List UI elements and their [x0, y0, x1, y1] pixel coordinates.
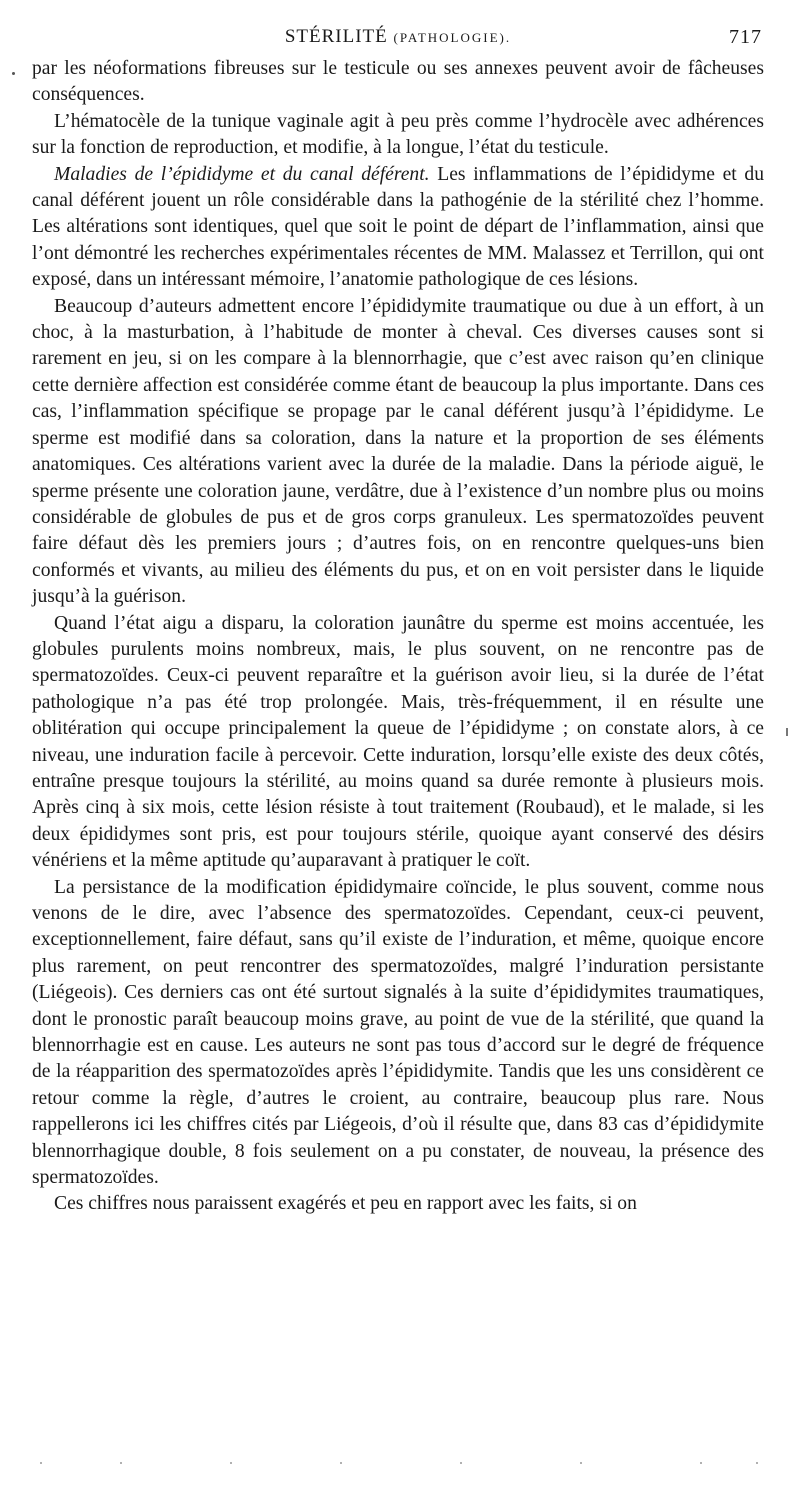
speck	[230, 1462, 232, 1464]
speck	[700, 1462, 702, 1464]
paragraph-text: Ces chiffres nous paraissent exagérés et peu en rapport avec les faits, si on	[54, 1193, 637, 1215]
paragraph-text: Les inflammations de l’épididyme et du canal déférent jouent un rôle considérable dans la pathogénie de la stérilité chez l’homme. Les altérations sont identiques, quel que soit le point de départ de l’inflammation, ainsi que l’ont démontré les recherches expérimentales récentes de MM. Malassez et Terrillon, qui ont exposé, dans un intéressant mémoire, l’anatomie pathologique de ces lésions.	[32, 163, 764, 291]
margin-speck-right	[786, 728, 788, 736]
paragraph-text: Beaucoup d’auteurs admettent encore l’épididymite traumatique ou due à un effort, à un choc, à la masturbation, à l’habitude de monter à cheval. Ces diverses causes sont si rarement en jeu, si on les compare à la blennorrhagie, que c’est avec raison qu’en clinique cette dernière affection est considérée comme étant de beaucoup la plus importante. Dans ces cas, l’inflammation spécifique se propage par le canal déférent jusqu’à l’épididyme. Le sperme est modifié dans sa coloration, dans la nature et la proportion de ses éléments anatomiques. Ces altérations varient avec la durée de la maladie. Dans la période aiguë, le sperme présente une coloration jaune, verdâtre, due à l’existence d’un nombre plus ou moins considérable de globules de pus et de gros corps granuleux. Les spermatozoïdes peuvent faire défaut dès les premiers jours ; d’autres fois, on en rencontre quelques-uns bien conformés et vivants, au milieu des éléments du pus, et on en voit persister dans le liquide jusqu’à la guérison.	[32, 295, 764, 608]
paragraph-2	[32, 109, 764, 162]
bottom-specks	[40, 1462, 760, 1466]
speck	[756, 1462, 758, 1464]
body-text	[32, 56, 764, 1218]
paragraph-3	[32, 162, 764, 294]
paragraph-text: Quand l’état aigu a disparu, la coloration jaunâtre du sperme est moins accentuée, les globules purulents moins nombreux, mais, le plus souvent, on ne rencontre pas de spermatozoïdes. Ceux-ci peuvent reparaître et la guérison avoir lieu, si la durée de l’état pathologique n’a pas été trop prolongée. Mais, très-fréquemment, il en résulte une oblitération qui occupe principalement la queue de l’épididyme ; on constate alors, à ce niveau, une induration facile à percevoir. Cette induration, lorsqu’elle existe des deux côtés, entraîne presque toujours la stérilité, au moins quand sa durée remonte à plusieurs mois. Après cinq à six mois, cette lésion résiste à tout traitement (Roubaud), et le malade, si les deux épididymes sont pris, est pour toujours stérile, quoique ayant conservé des désirs vénériens et la même aptitude qu’auparavant à pratiquer le coït.	[32, 612, 764, 872]
running-title	[32, 26, 764, 48]
page-number: 717	[729, 26, 762, 48]
paragraph-text: par les néoformations fibreuses sur le testicule ou ses annexes peuvent avoir de fâcheuses conséquences.	[32, 58, 764, 106]
book-page	[32, 26, 764, 1218]
speck	[340, 1462, 342, 1464]
paragraph-6	[32, 875, 764, 1192]
speck	[580, 1462, 582, 1464]
paragraph-1	[32, 56, 764, 109]
section-heading-italic: Maladies de l’épididyme et du canal déférent.	[54, 163, 430, 185]
paragraph-7	[32, 1191, 764, 1217]
speck	[460, 1462, 462, 1464]
paragraph-5	[32, 611, 764, 875]
running-head	[32, 26, 764, 56]
speck	[120, 1462, 122, 1464]
running-title-sub: (PATHOLOGIE).	[393, 30, 512, 45]
running-title-main: STÉRILITÉ	[284, 26, 388, 47]
paragraph-text: L’hématocèle de la tunique vaginale agit à peu près comme l’hydrocèle avec adhérences sur la fonction de reproduction, et modifie, à la longue, l’état du testicule.	[32, 110, 764, 159]
paragraph-4	[32, 294, 764, 611]
paragraph-text: La persistance de la modification épididymaire coïncide, le plus souvent, comme nous venons de le dire, avec l’absence des spermatozoïdes. Cependant, ceux-ci peuvent, exceptionnellement, faire défaut, sans qu’il existe de l’induration, et même, quoique encore plus rarement, on peut rencontrer des spermatozoïdes, malgré l’induration persistante (Liégeois). Ces derniers cas ont été surtout signalés à la suite d’épididymites traumatiques, dont le pronostic paraît beaucoup moins grave, au point de vue de la stérilité, que quand la blennorrhagie est en cause. Les auteurs ne sont pas tous d’accord sur le degré de fréquence de la réapparition des spermatozoïdes après l’épididymite. Tandis que les uns considèrent ce retour comme la règle, d’autres le croient, au contraire, beaucoup plus rare. Nous rappellerons ici les chiffres cités par Liégeois, d’où il résulte que, dans 83 cas d’épididymite blennorrhagique double, 8 fois seulement on a pu constater, de nouveau, la présence des spermatozoïdes.	[32, 876, 764, 1189]
speck	[40, 1462, 42, 1464]
margin-speck	[12, 72, 15, 75]
